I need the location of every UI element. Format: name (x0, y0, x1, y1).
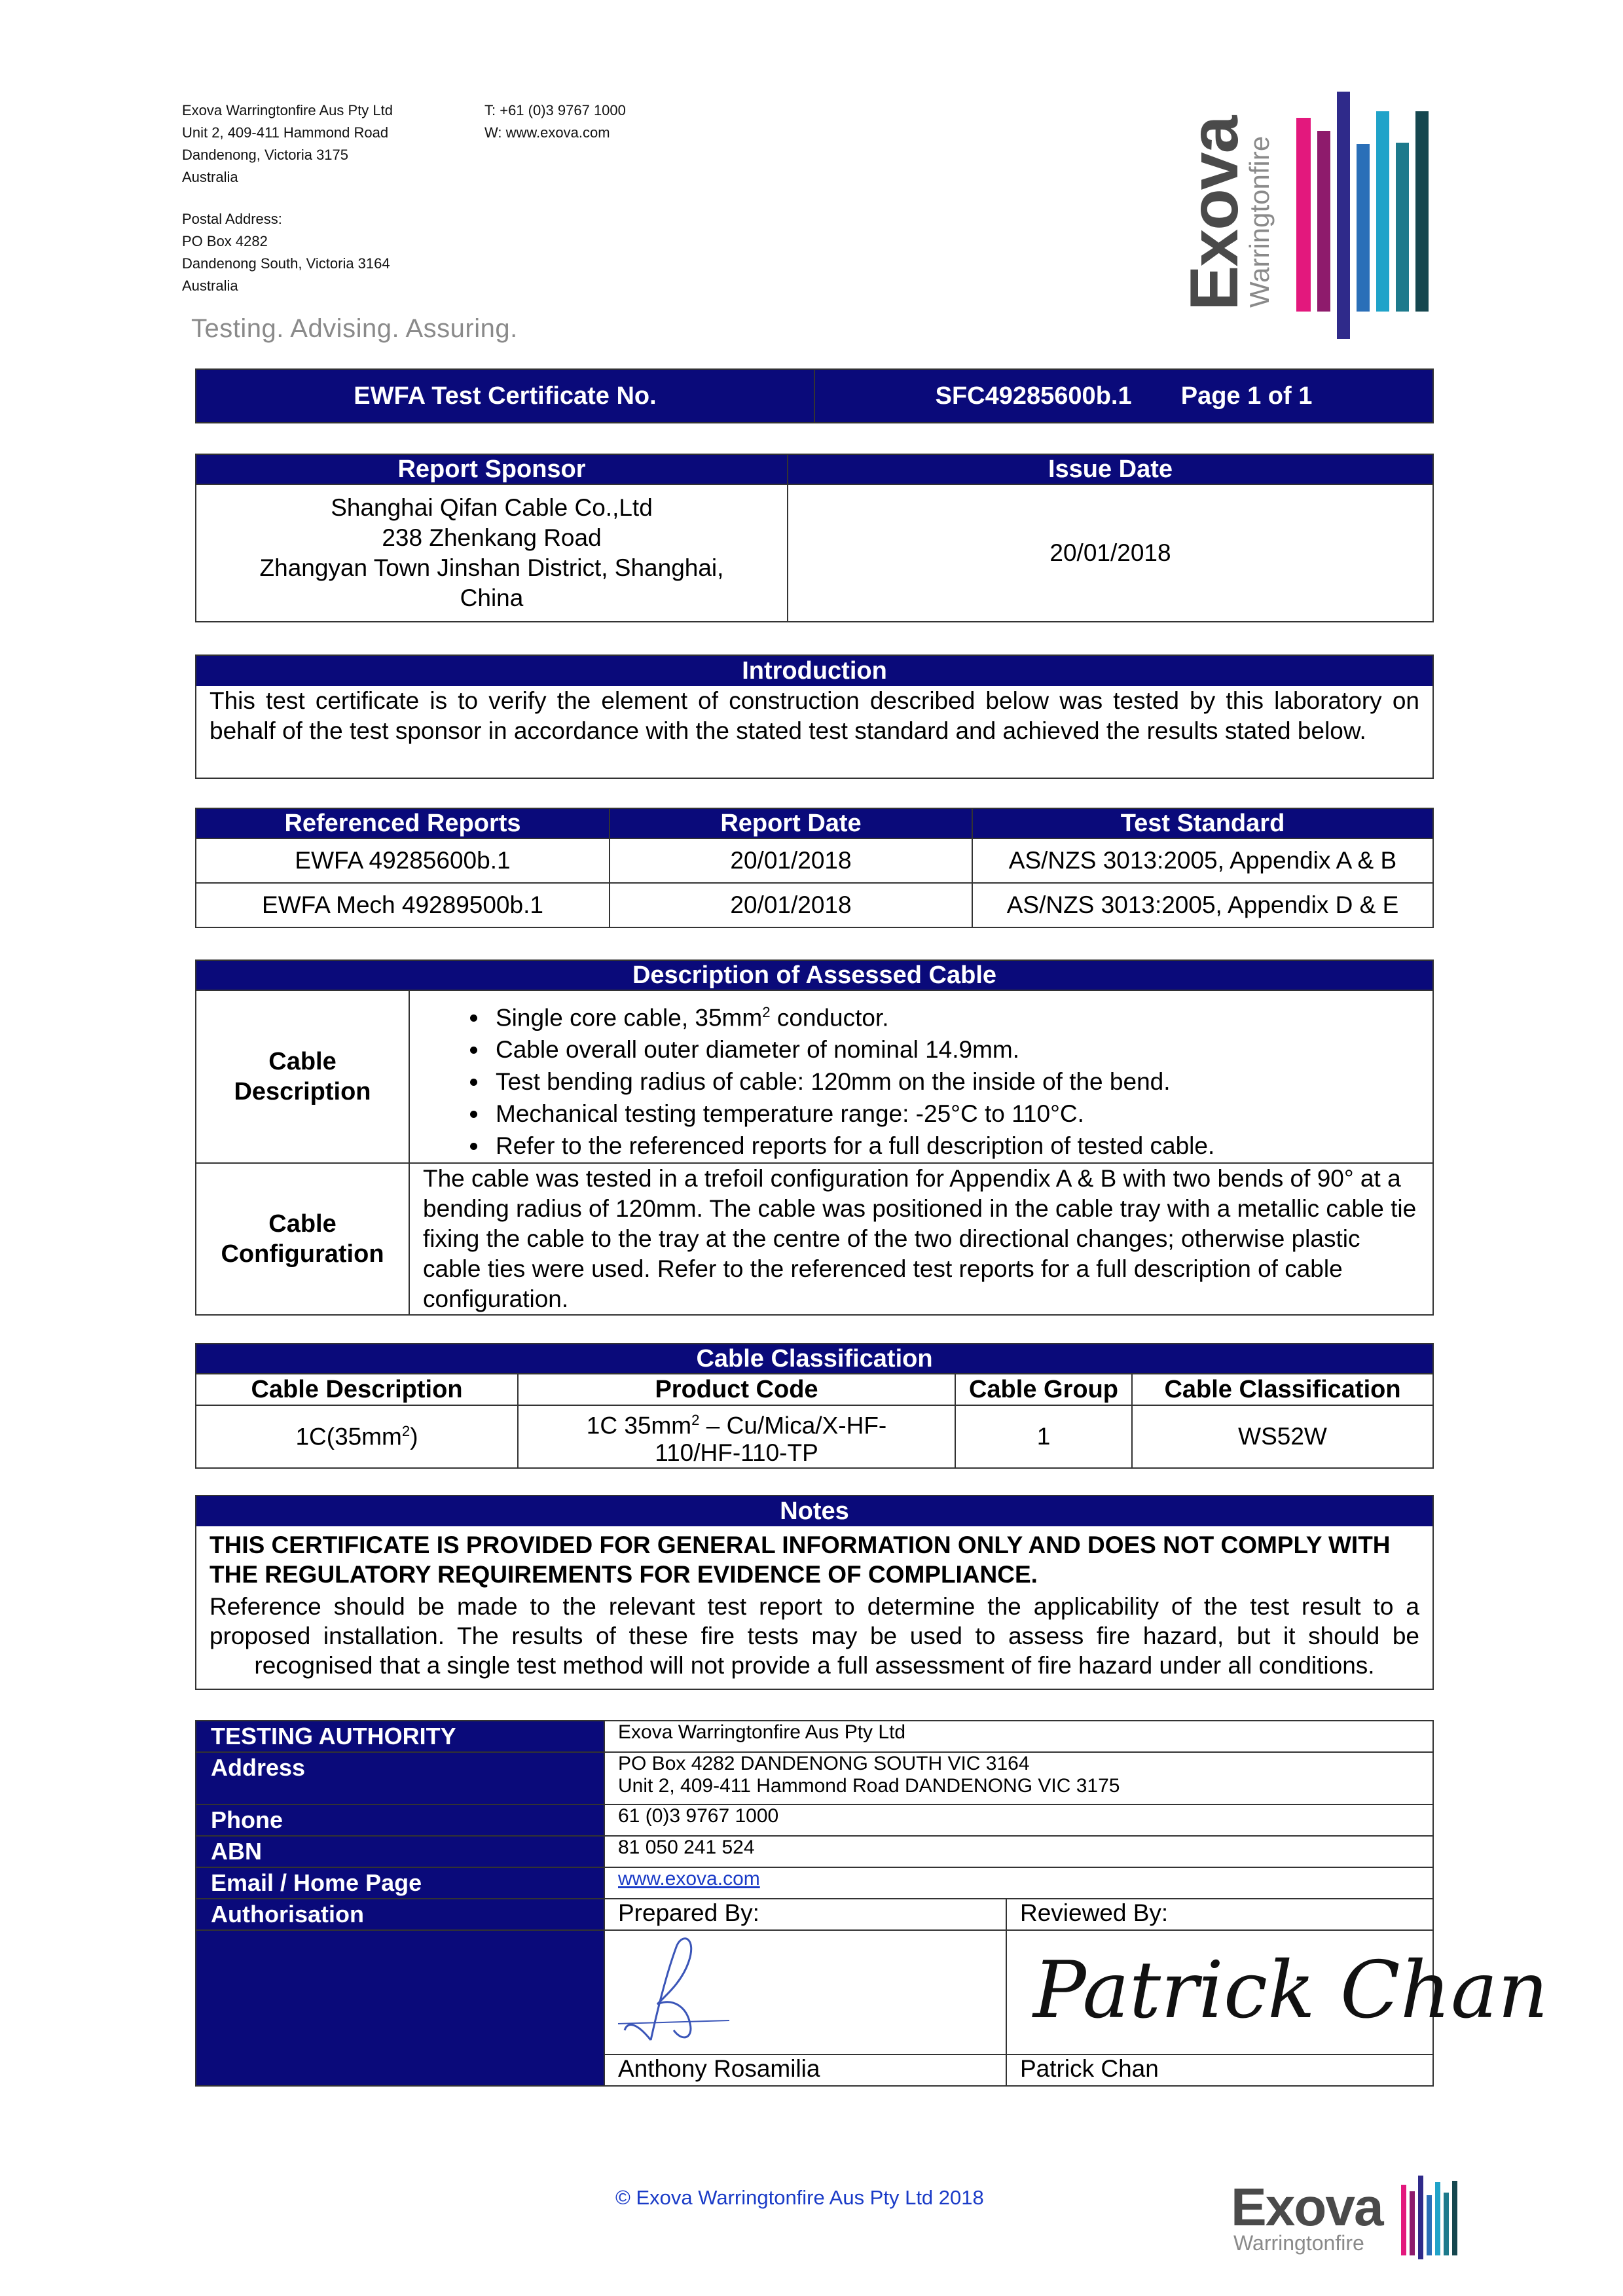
sponsor-header: Report Sponsor (196, 454, 788, 484)
cable-description-label (196, 990, 409, 1163)
introduction-section (195, 655, 1434, 779)
notes-disclaimer: THIS CERTIFICATE IS PROVIDED FOR GENERAL INFORMATION ONLY AND DOES NOT COMPLY WITH THE REGULATORY REQUIREMENTS FOR EVIDENCE OF COMPLIANCE. (210, 1532, 1391, 1588)
label-line: Description (234, 1078, 371, 1106)
testing-authority-value: Exova Warringtonfire Aus Pty Ltd (604, 1721, 1433, 1752)
sponsor-line: Zhangyan Town Jinshan District, Shanghai, (259, 554, 724, 581)
col-header: Referenced Reports (196, 808, 610, 838)
table-row (196, 883, 1433, 927)
bullet-item: • Mechanical testing temperature range: -25°C to 110°C. (489, 1098, 1432, 1130)
web-value (604, 1867, 1433, 1899)
sponsor-line: China (460, 584, 524, 611)
abn-label: ABN (196, 1836, 604, 1867)
logo-subtext: Warringtonfire (1233, 2231, 1364, 2255)
contact-phone: T: +61 (0)3 9767 1000 (484, 102, 626, 118)
assessed-cable-table (195, 960, 1434, 1316)
sponsor-line: Shanghai Qifan Cable Co.,Ltd (331, 494, 653, 521)
report-id: EWFA Mech 49289500b.1 (196, 883, 610, 927)
reviewed-by-label: Reviewed By: (1006, 1899, 1433, 1930)
col-header: Cable Group (955, 1374, 1132, 1405)
reviewed-signature (1006, 1930, 1548, 2054)
website-link[interactable]: www.exova.com (618, 1868, 760, 1890)
postal-address (182, 208, 390, 297)
sponsor-details (196, 484, 788, 622)
tagline: Testing. Advising. Assuring. (191, 314, 518, 343)
phone-label: Phone (196, 1804, 604, 1836)
cable-description-bullets (409, 990, 1433, 1163)
sponsor-line: 238 Zhenkang Road (382, 524, 602, 551)
bullet-text: Single core cable, 35mm (496, 1004, 763, 1031)
classification-header: Cable Classification (196, 1344, 1433, 1374)
col-header: Test Standard (972, 808, 1433, 838)
referenced-reports-table (195, 808, 1434, 928)
bullet-item: • Cable overall outer diameter of nominal 14.9mm. (489, 1033, 1432, 1066)
bullet-item: • Refer to the referenced reports for a full description of tested cable. (489, 1130, 1432, 1162)
test-standard: AS/NZS 3013:2005, Appendix A & B (972, 838, 1433, 883)
col-header: Cable Classification (1132, 1374, 1433, 1405)
notes-section (195, 1495, 1434, 1690)
address-line: Dandenong, Victoria 3175 (182, 147, 349, 163)
certificate-number: SFC49285600b.1 (935, 382, 1132, 410)
bullet-item: • Test bending radius of cable: 120mm on the inside of the bend. (489, 1066, 1432, 1098)
authorisation-label: Authorisation (196, 1899, 604, 1930)
cable-description-value: $1C(35mm^2)$ (196, 1405, 518, 1468)
address-line: Australia (182, 169, 238, 185)
cable-configuration-label (196, 1163, 409, 1315)
testing-authority-table (195, 1720, 1548, 2087)
test-standard: AS/NZS 3013:2005, Appendix D & E (972, 883, 1433, 927)
prepared-by-name: Anthony Rosamilia (604, 2054, 1006, 2086)
col-header: Cable Description (196, 1374, 518, 1405)
reviewed-by-name: Patrick Chan (1006, 2054, 1433, 2086)
certificate-bar (195, 368, 1434, 423)
contact-web: W: www.exova.com (484, 124, 610, 141)
testing-authority-label: TESTING AUTHORITY (196, 1721, 604, 1752)
introduction-header: Introduction (196, 656, 1432, 686)
certificate-label: EWFA Test Certificate No. (196, 369, 814, 423)
svg-text:Warringtonfire: Warringtonfire (1244, 135, 1275, 308)
address-line: Unit 2, 409-411 Hammond Road (182, 124, 389, 141)
footer-logo (1228, 2172, 1464, 2263)
table-row (196, 838, 1433, 883)
notes-header: Notes (196, 1496, 1432, 1526)
label-line: Cable (268, 1210, 337, 1238)
prepared-by-label: Prepared By: (604, 1899, 1006, 1930)
bullet-item (489, 996, 1432, 1033)
postal-line: Australia (182, 278, 238, 294)
web-label: Email / Home Page (196, 1867, 604, 1899)
logo-text: Exova (1231, 2178, 1383, 2237)
address-line: Unit 2, 409-411 Hammond Road DANDENONG VIC 3175 (618, 1775, 1120, 1797)
assessed-cable-header: Description of Assessed Cable (196, 960, 1433, 990)
report-date: 20/01/2018 (610, 838, 972, 883)
exova-logo (1178, 92, 1453, 340)
signature-mark (1027, 1932, 1548, 2050)
sponsor-table (195, 454, 1434, 622)
cable-group: 1 (955, 1405, 1132, 1468)
col-header: Product Code (518, 1374, 955, 1405)
postal-line: Postal Address: (182, 211, 282, 227)
notes-text: Reference should be made to the relevant test report to determine the applicability of the test result to a proposed installation. The results of these fire tests may be used to assess fire hazard, but it should be recognised that a single test method will not provide a full assessment of fire hazard under all conditions. (210, 1593, 1419, 1679)
label-line: Configuration (221, 1240, 384, 1268)
issue-date-header: Issue Date (788, 454, 1433, 484)
cable-configuration-text: The cable was tested in a trefoil configuration for Appendix A & B with two bends of 90° at a bending radius of 120mm. The cable was positioned in the cable tray with a metallic cable tie fixing the cable to the tray at the centre of the two directional changes; otherwise plastic cable ties were used. Refer to the referenced test reports for a full description of cable configuration. (409, 1163, 1433, 1315)
table-row (196, 1405, 1433, 1468)
phone-value: 61 (0)3 9767 1000 (604, 1804, 1433, 1836)
signature-text: Patrick Chan (1033, 1945, 1548, 2036)
product-code: 1C $35mm^2$ – Cu/Mica/X-HF- 110/HF-110-TP (518, 1405, 955, 1468)
label-line: Cable (268, 1048, 337, 1076)
bullet-text: conductor. (770, 1004, 889, 1031)
prepared-signature (604, 1930, 1006, 2054)
address-line: PO Box 4282 DANDENONG SOUTH VIC 3164 (618, 1753, 1030, 1774)
cable-classification: WS52W (1132, 1405, 1433, 1468)
classification-table (195, 1343, 1434, 1469)
svg-text:Exova: Exova (1176, 117, 1252, 311)
authorisation-block (196, 1930, 604, 2086)
report-date: 20/01/2018 (610, 883, 972, 927)
issue-date: 20/01/2018 (788, 484, 1433, 622)
address-line: Exova Warringtonfire Aus Pty Ltd (182, 102, 393, 118)
report-id: EWFA 49285600b.1 (196, 838, 610, 883)
page-number: Page 1 of 1 (1180, 382, 1313, 410)
signature-mark (611, 1932, 742, 2050)
superscript: 2 (762, 1004, 771, 1020)
address-value (604, 1752, 1433, 1804)
certificate-number-cell (814, 369, 1433, 423)
postal-line: Dandenong South, Victoria 3164 (182, 255, 390, 272)
introduction-text: This test certificate is to verify the element of construction described below was tested by this laboratory on behalf of the test sponsor in accordance with the stated test standard and achieved the results stated below. (210, 687, 1419, 744)
col-header: Report Date (610, 808, 972, 838)
postal-line: PO Box 4282 (182, 233, 268, 249)
copyright: © Exova Warringtonfire Aus Pty Ltd 2018 (615, 2186, 984, 2209)
contact-info (484, 99, 626, 144)
abn-value: 81 050 241 524 (604, 1836, 1433, 1867)
company-address (182, 99, 393, 188)
address-label: Address (196, 1752, 604, 1804)
